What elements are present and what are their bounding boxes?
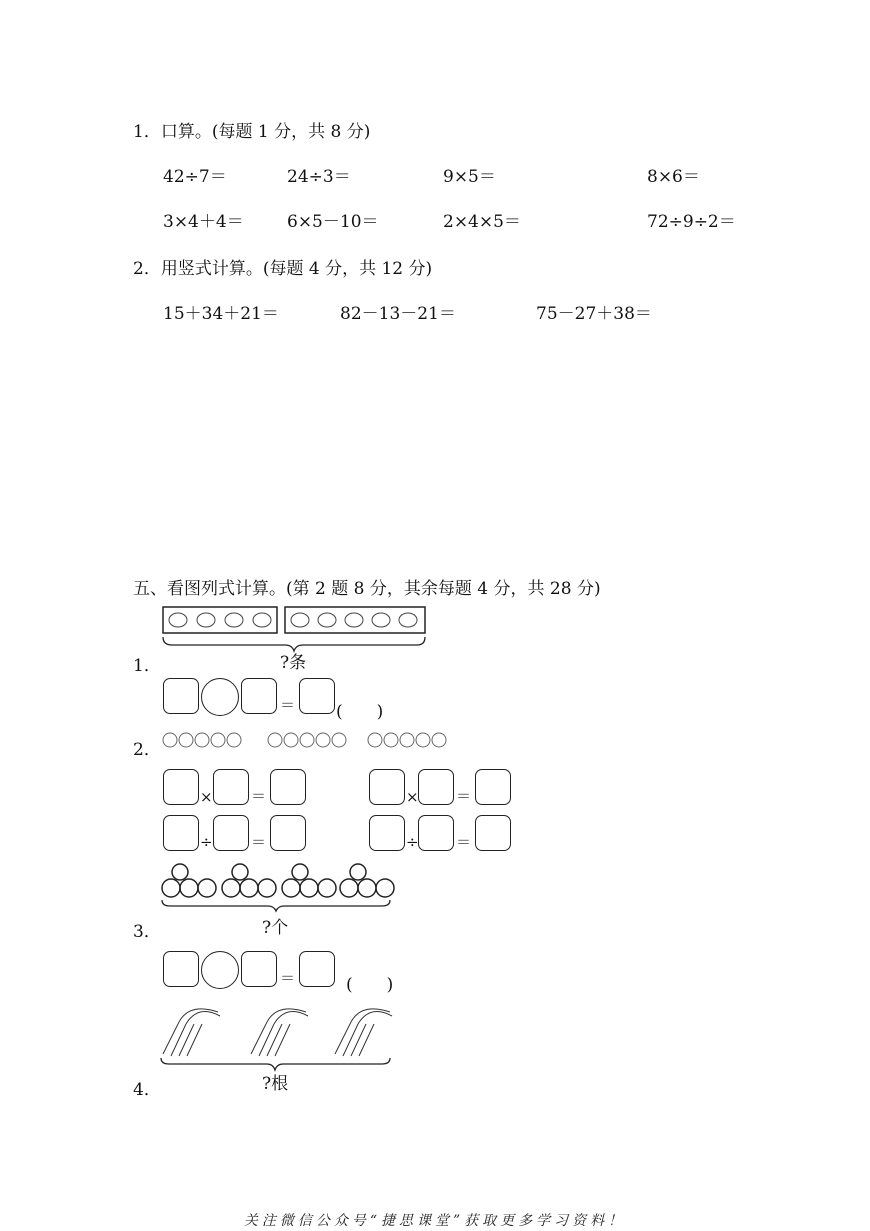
vertical-calc-item: 15＋34＋21＝ — [163, 304, 279, 324]
carrot-total-label: ?根 — [262, 1074, 289, 1094]
answer-box[interactable] — [418, 769, 454, 805]
q2-number: 2． — [133, 740, 161, 760]
equals-sign: ＝ — [456, 833, 472, 851]
oral-item: 9×5＝ — [443, 167, 496, 187]
answer-box[interactable] — [213, 769, 249, 805]
q4-number: 4． — [133, 1080, 161, 1100]
unit-paren[interactable]: ( ) — [346, 975, 394, 995]
circle-groups-picture — [160, 862, 395, 912]
oral-item: 2×4×5＝ — [443, 212, 521, 232]
vertical-calc-item: 82－13－21＝ — [340, 304, 456, 324]
answer-box[interactable] — [270, 769, 306, 805]
equals-sign: ＝ — [280, 696, 296, 714]
equals-sign: ＝ — [280, 969, 296, 987]
oral-item: 24÷3＝ — [287, 167, 351, 187]
operator-circle[interactable] — [201, 951, 239, 989]
footer-note: 关注微信公众号“捷思课堂”获取更多学习资料！ — [243, 1213, 627, 1229]
circle-total-label: ?个 — [262, 918, 289, 938]
answer-box[interactable] — [299, 951, 335, 987]
answer-box[interactable] — [369, 769, 405, 805]
carrot-bundles-picture — [158, 1002, 393, 1074]
oral-item: 42÷7＝ — [163, 167, 227, 187]
answer-box[interactable] — [163, 951, 199, 987]
oral-item: 3×4＋4＝ — [163, 212, 244, 232]
times-sign: × — [200, 788, 213, 806]
answer-box[interactable] — [475, 769, 511, 805]
answer-box[interactable] — [163, 678, 199, 714]
times-sign: × — [406, 788, 419, 806]
answer-box[interactable] — [213, 815, 249, 851]
equals-sign: ＝ — [251, 787, 267, 805]
answer-box[interactable] — [418, 815, 454, 851]
oral-item: 6×5－10＝ — [287, 212, 379, 232]
fish-picture — [160, 605, 430, 650]
answer-box[interactable] — [241, 678, 277, 714]
answer-box[interactable] — [299, 678, 335, 714]
vertical-calc-item: 75－27＋38＝ — [536, 304, 652, 324]
unit-paren[interactable]: ( ) — [336, 702, 384, 722]
oral-item: 8×6＝ — [647, 167, 700, 187]
answer-box[interactable] — [163, 815, 199, 851]
answer-box[interactable] — [270, 815, 306, 851]
section5-title: 五、看图列式计算。(第 2 题 8 分，其余每题 4 分，共 28 分) — [133, 579, 601, 599]
answer-box[interactable] — [163, 769, 199, 805]
operator-circle[interactable] — [201, 678, 239, 716]
q3-number: 3． — [133, 922, 161, 942]
equals-sign: ＝ — [456, 787, 472, 805]
oral-item: 72÷9÷2＝ — [647, 212, 736, 232]
answer-box[interactable] — [369, 815, 405, 851]
equals-sign: ＝ — [251, 833, 267, 851]
chick-picture — [160, 728, 460, 752]
divide-sign: ÷ — [200, 833, 213, 851]
q1-title: 1．口算。(每题 1 分，共 8 分) — [133, 122, 371, 142]
q1-number: 1． — [133, 656, 161, 676]
q2-title: 2．用竖式计算。(每题 4 分，共 12 分) — [133, 259, 433, 279]
fish-total-label: ?条 — [280, 653, 307, 673]
answer-box[interactable] — [241, 951, 277, 987]
divide-sign: ÷ — [406, 833, 419, 851]
answer-box[interactable] — [475, 815, 511, 851]
